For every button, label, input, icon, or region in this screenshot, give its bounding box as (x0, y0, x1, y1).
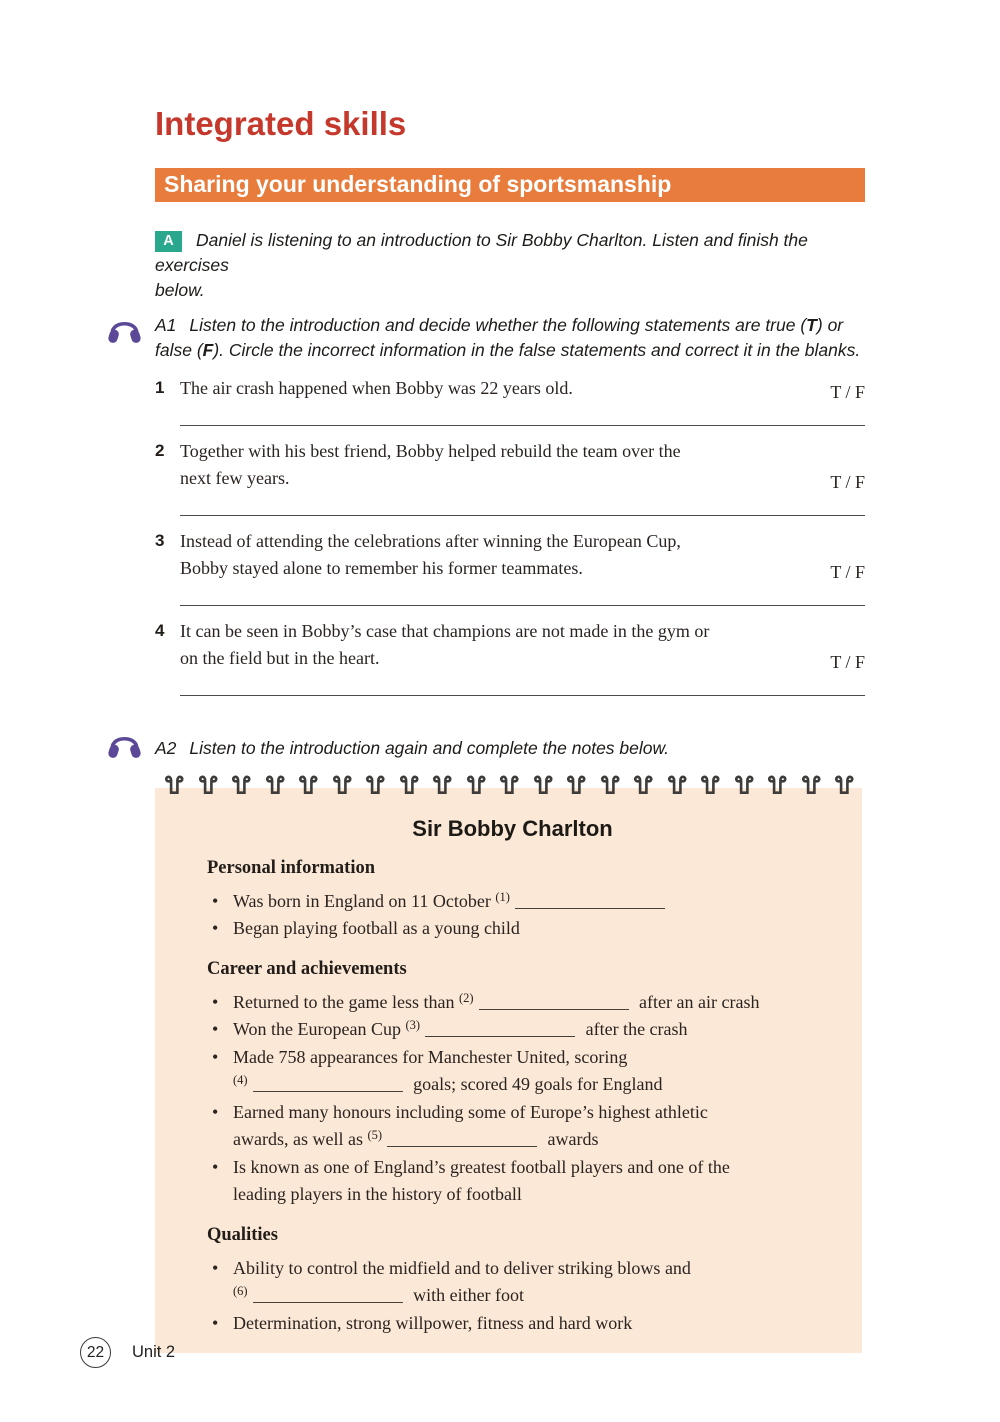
spiral-ring-icon (197, 774, 218, 799)
note-item (212, 1310, 818, 1338)
question-text: It can be seen in Bobby’s case that champions are not made in the gym or on the field but in the heart. (180, 620, 710, 668)
true-false-options[interactable]: T / F (830, 561, 865, 582)
note-item (212, 1255, 818, 1310)
note-text (233, 915, 818, 943)
note-item (212, 1099, 818, 1154)
text-segment: ). Circle the incorrect information in the false statements and correct it in the blanks. (213, 340, 861, 360)
bullet-icon: • (212, 918, 219, 938)
notes-title: Sir Bobby Charlton (412, 815, 613, 841)
question-number: 1 (155, 378, 165, 397)
spiral-ring-icon (733, 774, 754, 799)
question-text: The air crash happened when Bobby was 22 years old. (180, 378, 573, 398)
note-text (233, 1016, 818, 1044)
bold-text: T (806, 315, 817, 335)
text-segment: after an air crash (634, 991, 760, 1012)
headphones-icon (106, 313, 143, 351)
spiral-ring-icon (666, 774, 687, 799)
spiral-ring-icon (264, 774, 285, 799)
note-text (233, 1255, 818, 1310)
a1-instructions (155, 313, 865, 363)
a2-block (155, 736, 865, 761)
spiral-ring-icon (699, 774, 720, 799)
a2-instructions-text: Listen to the introduction again and complete the notes below. (189, 737, 670, 758)
spiral-ring-icon (465, 774, 486, 799)
bullet-icon: • (212, 1101, 219, 1122)
fill-in-blank[interactable] (479, 995, 629, 1010)
note-text (233, 989, 818, 1017)
question-text: Instead of attending the celebrations after winning the European Cup, Bobby stayed alone to remember his former teammates. (180, 530, 681, 578)
spiral-ring-icon (833, 774, 854, 799)
fill-in-blank[interactable] (425, 1022, 575, 1037)
true-false-options[interactable]: T / F (830, 471, 865, 492)
page-title: Integrated skills (155, 105, 407, 142)
question-number: 4 (155, 620, 165, 640)
note-item (212, 989, 818, 1017)
spiral-ring-icon (163, 774, 184, 799)
note-item (212, 1154, 818, 1209)
note-item (212, 888, 818, 916)
a1-instructions-text (155, 315, 860, 360)
a1-label: A1 (155, 315, 177, 335)
question-text: Together with his best friend, Bobby helped rebuild the team over the next few years. (180, 440, 681, 488)
blank-number: (1) (495, 889, 510, 904)
true-false-options[interactable]: T / F (830, 381, 865, 402)
note-item (212, 1016, 818, 1044)
text-segment: ) or (816, 315, 844, 335)
answer-blank-line[interactable] (180, 425, 865, 426)
page-number-badge: 22 (80, 1337, 111, 1368)
spiral-ring-icon (297, 774, 318, 799)
spiral-ring-icon (230, 774, 251, 799)
text-segment: Ability to control the midfield and to deliver striking blows and (233, 1257, 691, 1278)
text-segment: with either foot (408, 1285, 525, 1305)
spiral-ring-icon (766, 774, 787, 799)
notes-section-heading: Career and achievements (207, 958, 407, 979)
answer-blank-line[interactable] (180, 695, 865, 696)
spiral-ring-icon (532, 774, 553, 799)
notes-panel (155, 788, 862, 1354)
unit-label: Unit 2 (132, 1343, 176, 1361)
text-segment: Was born in England on 11 October (233, 890, 496, 911)
notes-section-heading: Qualities (207, 1224, 278, 1245)
note-text (233, 1310, 818, 1338)
note-text (233, 888, 818, 916)
fill-in-blank[interactable] (387, 1132, 537, 1147)
bullet-icon: • (212, 991, 219, 1012)
question-number: 3 (155, 530, 165, 550)
spiral-ring-icon (398, 774, 419, 799)
a2-instructions (155, 736, 865, 761)
spiral-ring-icon (565, 774, 586, 799)
notes-section-heading: Personal information (207, 857, 376, 878)
fill-in-blank[interactable] (515, 894, 665, 909)
bullet-icon: • (212, 1156, 219, 1177)
note-item (212, 1044, 818, 1099)
spiral-ring-icon (364, 774, 385, 799)
question-row (155, 375, 865, 403)
blank-number: (2) (458, 990, 474, 1005)
a1-block (155, 313, 865, 363)
note-text (233, 1154, 818, 1209)
text-segment: Returned to the game less than (233, 991, 459, 1012)
question-number: 2 (155, 440, 165, 460)
text-segment: Began playing football as a young child (233, 918, 520, 938)
spiral-ring-icon (599, 774, 620, 799)
blank-number: (3) (405, 1018, 421, 1032)
question-row (155, 618, 865, 673)
text-segment: Won the European Cup (233, 1019, 406, 1039)
spiral-ring-icon (800, 774, 821, 799)
note-item (212, 915, 818, 943)
text-segment: Is known as one of England’s greatest football players and one of the (233, 1156, 730, 1177)
answer-blank-line[interactable] (180, 605, 865, 606)
lesson-banner: Sharing your understanding of sportsmanship (155, 168, 865, 202)
text-segment: after the crash (581, 1019, 688, 1039)
spiral-ring-icon (498, 774, 519, 799)
text-segment: awards, as well as (233, 1129, 368, 1149)
bullet-icon: • (212, 1046, 219, 1067)
section-a-badge: A (155, 231, 182, 252)
a2-label: A2 (155, 737, 177, 758)
text-segment: Daniel is listening to an introduction to Sir Bobby Charlton. Listen and finish the exercises (155, 230, 808, 275)
text-segment: goals; scored 49 goals for England (408, 1074, 663, 1094)
headphones-icon (106, 728, 143, 766)
question-row (155, 438, 865, 493)
bullet-icon: • (212, 1312, 219, 1333)
text-segment: Determination, strong willpower, fitness and hard work (233, 1312, 633, 1333)
blank-number: (6) (233, 1284, 248, 1298)
text-segment: Listen to the introduction and decide whether the following statements are true ( (189, 315, 807, 335)
spiral-binding (163, 774, 854, 799)
text-segment: Made 758 appearances for Manchester United, scoring (233, 1046, 628, 1067)
text-segment: Earned many honours including some of Europe’s highest athletic (233, 1101, 708, 1122)
text-segment: false ( (155, 340, 203, 360)
bold-text: F (202, 340, 214, 360)
spiral-ring-icon (632, 774, 653, 799)
blank-number: (4) (233, 1073, 248, 1087)
note-text (233, 1044, 818, 1099)
notes-sections (207, 856, 818, 1338)
text-segment: leading players in the history of football (233, 1184, 522, 1204)
bullet-icon: • (212, 890, 219, 911)
fill-in-blank[interactable] (253, 1077, 403, 1092)
question-row (155, 528, 865, 583)
bullet-icon: • (212, 1257, 219, 1278)
spiral-ring-icon (331, 774, 352, 799)
true-false-questions (155, 375, 865, 696)
blank-number: (5) (367, 1128, 383, 1142)
true-false-options[interactable]: T / F (830, 651, 865, 672)
text-segment: below. (155, 280, 205, 300)
spiral-ring-icon (431, 774, 452, 799)
note-text (233, 1099, 818, 1154)
section-a-intro-text (155, 230, 808, 300)
fill-in-blank[interactable] (253, 1288, 403, 1303)
answer-blank-line[interactable] (180, 515, 865, 516)
section-a-intro (155, 228, 865, 303)
page-footer (80, 1337, 175, 1368)
bullet-icon: • (212, 1019, 219, 1039)
page-content (155, 0, 865, 1353)
text-segment: awards (543, 1129, 599, 1149)
